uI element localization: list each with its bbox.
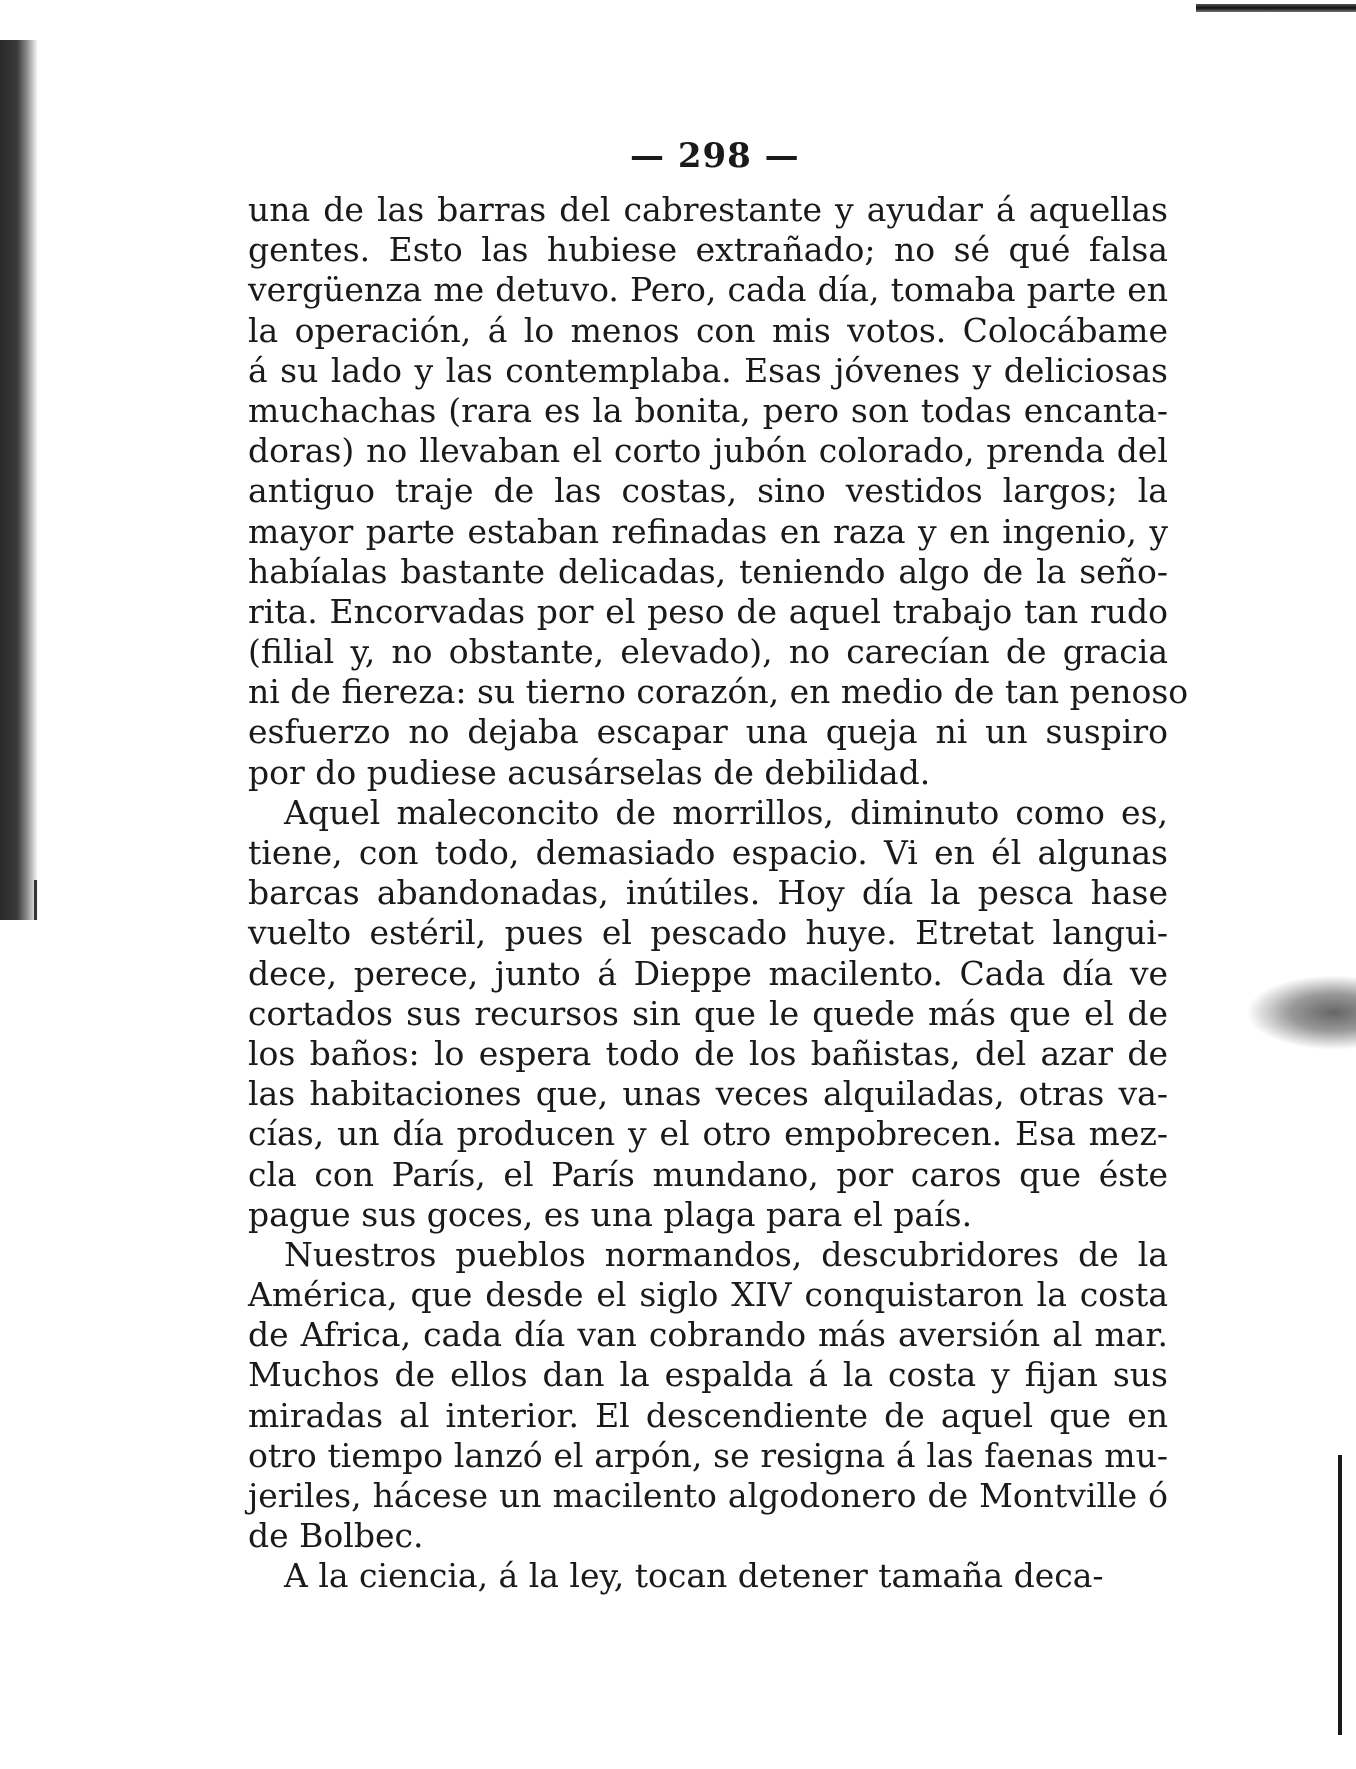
text-line: á su lado y las contemplaba. Esas jóvenes y deliciosas [248, 350, 1168, 390]
text-line: por do pudiese acusárselas de debilidad. [248, 752, 931, 792]
scan-edge-left-tail [34, 880, 37, 920]
text-line: dece, perece, junto á Dieppe macilento. Cada día ve [248, 953, 1168, 993]
text-line: Muchos de ellos dan la espalda á la costa y fijan sus [248, 1355, 1168, 1395]
text-line: tiene, con todo, demasiado espacio. Vi en él algunas [248, 833, 1168, 872]
text-line: jeriles, hácese un macilento algodonero de Montville ó [248, 1476, 1168, 1515]
text-line: gentes. Esto las hubiese extrañado; no sé qué falsa [248, 230, 1168, 270]
text-line: miradas al interior. El descendiente de aquel que en [248, 1395, 1168, 1435]
text-line: ni de fiereza: su tierno corazón, en medio de tan penoso [248, 672, 1189, 712]
paragraph [248, 190, 1189, 793]
text-line: habíalas bastante delicadas, teniendo algo de la seño- [248, 551, 1168, 591]
text-line: Aquel maleconcito de morrillos, diminuto como es, [284, 792, 1168, 832]
text-line: esfuerzo no dejaba escapar una queja ni un suspiro [248, 712, 1168, 752]
text-line: las habitaciones que, unas veces alquiladas, otras va- [248, 1074, 1168, 1114]
text-line: cortados sus recursos sin que le quede más que el de [248, 993, 1168, 1033]
page-number: — 298 — [630, 136, 800, 176]
paragraph [248, 793, 1168, 1235]
paragraph [248, 1235, 1168, 1557]
text-line: de Bolbec. [248, 1516, 424, 1556]
text-line: muchachas (rara es la bonita, pero son todas encanta- [248, 390, 1168, 430]
text-line: cías, un día producen y el otro empobrecen. Esa mez- [248, 1114, 1168, 1154]
text-line: de Africa, cada día van cobrando más aversión al mar. [248, 1315, 1168, 1355]
text-line: (filial y, no obstante, elevado), no carecían de gracia [248, 632, 1168, 672]
text-line: pague sus goces, es una plaga para el país. [248, 1194, 973, 1234]
text-line: doras) no llevaban el corto jubón colorado, prenda del [248, 431, 1168, 471]
scan-edge-right [1338, 1455, 1342, 1735]
text-line: vergüenza me detuvo. Pero, cada día, tomaba parte en [248, 270, 1168, 310]
text-line: barcas abandonadas, inútiles. Hoy día la pesca hase [248, 873, 1168, 913]
text-line: los baños: lo espera todo de los bañistas, del azar de [248, 1033, 1168, 1073]
text-line: antiguo traje de las costas, sino vestidos largos; la [248, 471, 1168, 511]
paragraph [248, 1556, 1168, 1596]
text-line: una de las barras del cabrestante y ayudar á aquellas [248, 190, 1168, 229]
text-line: mayor parte estaban refinadas en raza y en ingenio, y [248, 511, 1168, 551]
scan-edge-left [0, 40, 38, 920]
text-line: vuelto estéril, pues el pescado huye. Etretat langui- [248, 913, 1168, 953]
scan-edge-top [1196, 4, 1356, 12]
body-text [248, 190, 1189, 1597]
text-line: cla con París, el París mundano, por caros que éste [248, 1154, 1168, 1194]
text-line: rita. Encorvadas por el peso de aquel trabajo tan rudo [248, 591, 1168, 631]
text-line: la operación, á lo menos con mis votos. Colocábame [248, 310, 1168, 350]
text-line: A la ciencia, á la ley, tocan detener tamaña deca- [284, 1556, 1104, 1596]
text-line: Nuestros pueblos normandos, descubridores de la [284, 1234, 1168, 1274]
text-line: América, que desde el siglo XIV conquistaron la costa [248, 1275, 1168, 1315]
text-line: otro tiempo lanzó el arpón, se resigna á las faenas mu- [248, 1435, 1168, 1475]
scan-smudge [1246, 975, 1356, 1050]
